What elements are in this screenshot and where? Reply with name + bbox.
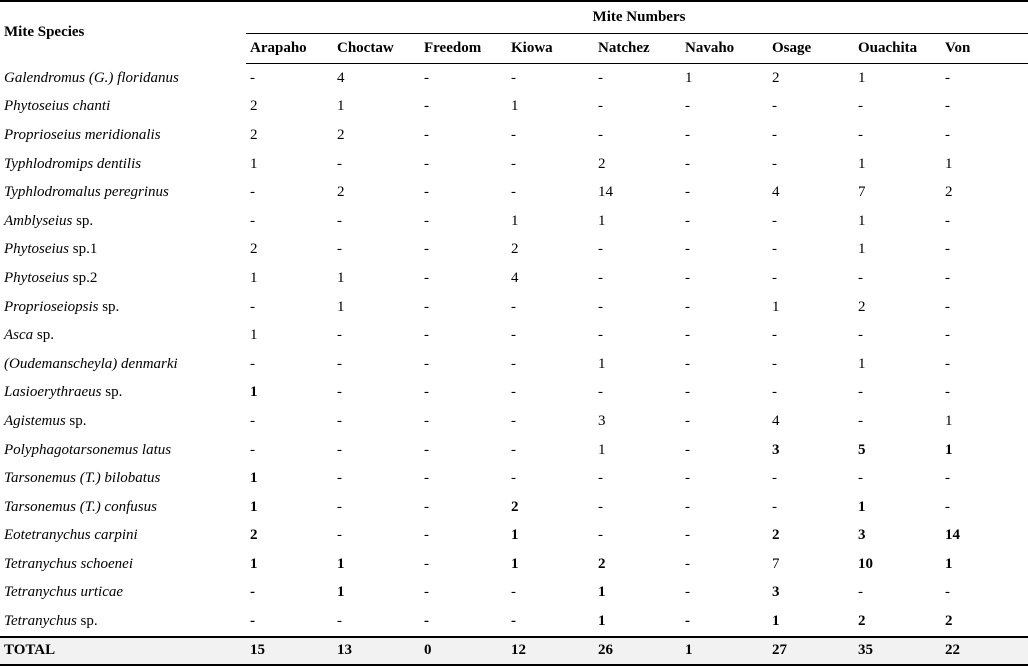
count-cell: -: [685, 212, 690, 229]
count-cell: 3: [772, 441, 780, 458]
count-cell: -: [250, 69, 255, 86]
total-cell: 35: [854, 637, 941, 665]
count-cell: 2: [337, 126, 345, 143]
count-cell: -: [685, 613, 690, 630]
table-row: [0, 178, 1028, 207]
species-name: Tetranychus schoenei: [4, 555, 134, 572]
species-name: Amblyseius sp.: [4, 212, 94, 229]
count-cell: -: [772, 384, 777, 401]
count-cell: 1: [772, 613, 780, 630]
count-cell: -: [424, 384, 429, 401]
table-row: [0, 407, 1028, 436]
count-cell: -: [250, 184, 255, 201]
count-cell: -: [858, 327, 863, 344]
count-cell: -: [945, 498, 950, 515]
count-cell: -: [337, 155, 342, 172]
count-cell: -: [772, 126, 777, 143]
count-cell: 2: [337, 184, 345, 201]
count-cell: 2: [250, 527, 258, 544]
column-header-navaho: Navaho: [681, 34, 768, 64]
total-cell: 22: [941, 637, 1028, 665]
count-cell: -: [511, 584, 516, 601]
count-cell: 2: [511, 241, 519, 258]
table-row: [0, 379, 1028, 408]
count-cell: -: [424, 298, 429, 315]
total-label: TOTAL: [0, 637, 246, 665]
total-cell: 26: [594, 637, 681, 665]
count-cell: -: [424, 241, 429, 258]
count-cell: -: [511, 355, 516, 372]
table-row: [0, 207, 1028, 236]
count-cell: 4: [511, 269, 519, 286]
species-name: Phytoseius chanti: [4, 98, 111, 115]
count-cell: 1: [337, 584, 345, 601]
count-cell: 2: [945, 184, 953, 201]
total-cell: 15: [246, 637, 333, 665]
count-cell: -: [772, 155, 777, 172]
count-cell: -: [772, 327, 777, 344]
count-cell: 3: [858, 527, 866, 544]
table-row: [0, 293, 1028, 322]
count-cell: -: [685, 527, 690, 544]
count-cell: -: [424, 126, 429, 143]
count-cell: -: [685, 98, 690, 115]
total-cell: 0: [420, 637, 507, 665]
count-cell: -: [685, 269, 690, 286]
species-name: Asca sp.: [4, 327, 55, 344]
mite-numbers-header: Mite Numbers: [246, 1, 1028, 34]
column-header-von: Von: [941, 34, 1028, 64]
count-cell: 2: [772, 527, 780, 544]
count-cell: 2: [250, 241, 258, 258]
species-column-header: Mite Species: [0, 1, 246, 64]
count-cell: -: [858, 412, 863, 429]
count-cell: 1: [511, 98, 519, 115]
count-cell: 1: [250, 555, 258, 572]
species-name: Phytoseius sp.2: [4, 269, 98, 286]
count-cell: -: [337, 212, 342, 229]
count-cell: -: [337, 613, 342, 630]
count-cell: -: [598, 384, 603, 401]
count-cell: 1: [685, 69, 693, 86]
table-row: [0, 64, 1028, 93]
count-cell: -: [511, 613, 516, 630]
count-cell: -: [772, 241, 777, 258]
species-name: Galendromus (G.) floridanus: [4, 69, 179, 86]
count-cell: 3: [772, 584, 780, 601]
count-cell: -: [598, 241, 603, 258]
column-header-kiowa: Kiowa: [507, 34, 594, 64]
count-cell: -: [772, 498, 777, 515]
count-cell: -: [424, 441, 429, 458]
count-cell: -: [858, 269, 863, 286]
count-cell: -: [945, 584, 950, 601]
count-cell: -: [511, 384, 516, 401]
species-name: Proprioseius meridionalis: [4, 126, 161, 143]
count-cell: 1: [598, 355, 606, 372]
count-cell: -: [685, 327, 690, 344]
table-row: [0, 579, 1028, 608]
table-row: [0, 550, 1028, 579]
count-cell: -: [250, 584, 255, 601]
count-cell: -: [424, 584, 429, 601]
count-cell: -: [858, 470, 863, 487]
count-cell: -: [945, 470, 950, 487]
table-row: [0, 150, 1028, 179]
count-cell: -: [945, 327, 950, 344]
count-cell: 4: [772, 412, 780, 429]
count-cell: 1: [337, 298, 345, 315]
count-cell: -: [598, 327, 603, 344]
count-cell: -: [598, 69, 603, 86]
count-cell: 1: [250, 327, 258, 344]
count-cell: -: [772, 212, 777, 229]
count-cell: 1: [250, 498, 258, 515]
count-cell: 2: [598, 155, 606, 172]
count-cell: -: [685, 470, 690, 487]
count-cell: 2: [511, 498, 519, 515]
count-cell: 3: [598, 412, 606, 429]
species-name: Polyphagotarsonemus latus: [4, 441, 172, 458]
count-cell: 1: [858, 355, 866, 372]
total-cell: 1: [681, 637, 768, 665]
count-cell: 14: [598, 184, 613, 201]
count-cell: -: [772, 470, 777, 487]
count-cell: 4: [772, 184, 780, 201]
count-cell: -: [945, 69, 950, 86]
count-cell: 1: [511, 527, 519, 544]
table-row: [0, 493, 1028, 522]
total-cell: 12: [507, 637, 594, 665]
count-cell: -: [250, 298, 255, 315]
table-row: [0, 236, 1028, 265]
count-cell: 1: [337, 269, 345, 286]
count-cell: -: [598, 527, 603, 544]
count-cell: -: [250, 613, 255, 630]
species-name: Tarsonemus (T.) bilobatus: [4, 470, 161, 487]
count-cell: -: [685, 241, 690, 258]
table-row: [0, 350, 1028, 379]
count-cell: -: [945, 298, 950, 315]
count-cell: -: [424, 555, 429, 572]
count-cell: -: [598, 498, 603, 515]
species-name: Agistemus sp.: [4, 412, 87, 429]
table-row: [0, 93, 1028, 122]
species-name: Lasioerythraeus sp.: [4, 384, 123, 401]
count-cell: 1: [858, 69, 866, 86]
count-cell: -: [250, 441, 255, 458]
species-name: Tetranychus sp.: [4, 613, 98, 630]
count-cell: 1: [337, 98, 345, 115]
species-name: Eotetranychus carpini: [4, 527, 138, 544]
count-cell: 1: [598, 441, 606, 458]
count-cell: -: [945, 98, 950, 115]
count-cell: -: [511, 412, 516, 429]
count-cell: -: [858, 584, 863, 601]
count-cell: 1: [511, 555, 519, 572]
count-cell: -: [337, 498, 342, 515]
count-cell: 1: [945, 155, 953, 172]
count-cell: -: [337, 527, 342, 544]
count-cell: -: [250, 355, 255, 372]
count-cell: -: [337, 327, 342, 344]
species-name: Tetranychus urticae: [4, 584, 124, 601]
species-name: Proprioseiopsis sp.: [4, 298, 120, 315]
count-cell: -: [685, 155, 690, 172]
count-cell: 1: [858, 498, 866, 515]
table-row: [0, 464, 1028, 493]
count-cell: 14: [945, 527, 960, 544]
count-cell: 7: [858, 184, 866, 201]
count-cell: -: [685, 498, 690, 515]
count-cell: -: [685, 384, 690, 401]
count-cell: -: [511, 441, 516, 458]
column-header-natchez: Natchez: [594, 34, 681, 64]
count-cell: -: [685, 184, 690, 201]
count-cell: -: [250, 212, 255, 229]
column-header-freedom: Freedom: [420, 34, 507, 64]
count-cell: -: [511, 155, 516, 172]
total-cell: 13: [333, 637, 420, 665]
species-name: Tarsonemus (T.) confusus: [4, 498, 157, 515]
count-cell: 2: [945, 613, 953, 630]
count-cell: -: [945, 212, 950, 229]
count-cell: 10: [858, 555, 873, 572]
table-row: [0, 436, 1028, 465]
count-cell: 1: [945, 555, 953, 572]
count-cell: -: [598, 269, 603, 286]
species-name: (Oudemanscheyla) denmarki: [4, 355, 178, 372]
count-cell: -: [424, 498, 429, 515]
count-cell: -: [511, 184, 516, 201]
count-cell: -: [424, 613, 429, 630]
count-cell: -: [424, 327, 429, 344]
count-cell: 1: [945, 441, 953, 458]
count-cell: -: [424, 98, 429, 115]
count-cell: -: [598, 126, 603, 143]
count-cell: -: [945, 384, 950, 401]
count-cell: 1: [337, 555, 345, 572]
count-cell: -: [337, 355, 342, 372]
count-cell: -: [424, 155, 429, 172]
count-cell: -: [598, 470, 603, 487]
count-cell: 2: [858, 298, 866, 315]
count-cell: 2: [250, 126, 258, 143]
table-row: [0, 607, 1028, 637]
count-cell: -: [598, 298, 603, 315]
count-cell: 5: [858, 441, 866, 458]
count-cell: -: [424, 69, 429, 86]
table-row: [0, 321, 1028, 350]
count-cell: 1: [772, 298, 780, 315]
count-cell: 1: [598, 212, 606, 229]
count-cell: -: [337, 412, 342, 429]
count-cell: -: [945, 269, 950, 286]
species-name: Typhlodromalus peregrinus: [4, 184, 169, 201]
table-row: [0, 522, 1028, 551]
count-cell: 2: [250, 98, 258, 115]
count-cell: -: [424, 184, 429, 201]
count-cell: 2: [772, 69, 780, 86]
count-cell: -: [337, 384, 342, 401]
count-cell: -: [511, 69, 516, 86]
count-cell: -: [685, 355, 690, 372]
count-cell: 1: [250, 384, 258, 401]
table-row: [0, 264, 1028, 293]
count-cell: 1: [511, 212, 519, 229]
count-cell: 1: [250, 269, 258, 286]
count-cell: -: [685, 298, 690, 315]
count-cell: -: [685, 441, 690, 458]
count-cell: -: [945, 126, 950, 143]
count-cell: -: [424, 269, 429, 286]
count-cell: -: [424, 355, 429, 372]
count-cell: 1: [858, 155, 866, 172]
count-cell: -: [511, 126, 516, 143]
count-cell: -: [250, 412, 255, 429]
count-cell: -: [337, 241, 342, 258]
table-body: [0, 64, 1028, 637]
count-cell: -: [511, 327, 516, 344]
count-cell: 1: [250, 470, 258, 487]
count-cell: 2: [858, 613, 866, 630]
count-cell: -: [772, 355, 777, 372]
count-cell: 4: [337, 69, 345, 86]
count-cell: -: [424, 527, 429, 544]
count-cell: -: [858, 98, 863, 115]
count-cell: 1: [598, 584, 606, 601]
count-cell: 7: [772, 555, 780, 572]
count-cell: 1: [598, 613, 606, 630]
count-cell: -: [598, 98, 603, 115]
species-name: Typhlodromips dentilis: [4, 155, 142, 172]
count-cell: -: [424, 470, 429, 487]
count-cell: -: [424, 412, 429, 429]
count-cell: -: [772, 269, 777, 286]
count-cell: -: [337, 470, 342, 487]
count-cell: -: [337, 441, 342, 458]
count-cell: 1: [858, 212, 866, 229]
count-cell: 1: [250, 155, 258, 172]
count-cell: -: [685, 126, 690, 143]
count-cell: -: [858, 384, 863, 401]
count-cell: -: [424, 212, 429, 229]
total-cell: 27: [768, 637, 854, 665]
column-header-osage: Osage: [768, 34, 854, 64]
column-header-arapaho: Arapaho: [246, 34, 333, 64]
table-row: [0, 121, 1028, 150]
count-cell: -: [945, 355, 950, 372]
count-cell: -: [685, 555, 690, 572]
count-cell: -: [685, 412, 690, 429]
count-cell: -: [772, 98, 777, 115]
count-cell: -: [858, 126, 863, 143]
count-cell: -: [511, 298, 516, 315]
count-cell: 1: [945, 412, 953, 429]
count-cell: -: [685, 584, 690, 601]
column-header-ouachita: Ouachita: [854, 34, 941, 64]
count-cell: -: [511, 470, 516, 487]
species-name: Phytoseius sp.1: [4, 241, 98, 258]
count-cell: 1: [858, 241, 866, 258]
count-cell: -: [945, 241, 950, 258]
column-header-choctaw: Choctaw: [333, 34, 420, 64]
count-cell: 2: [598, 555, 606, 572]
